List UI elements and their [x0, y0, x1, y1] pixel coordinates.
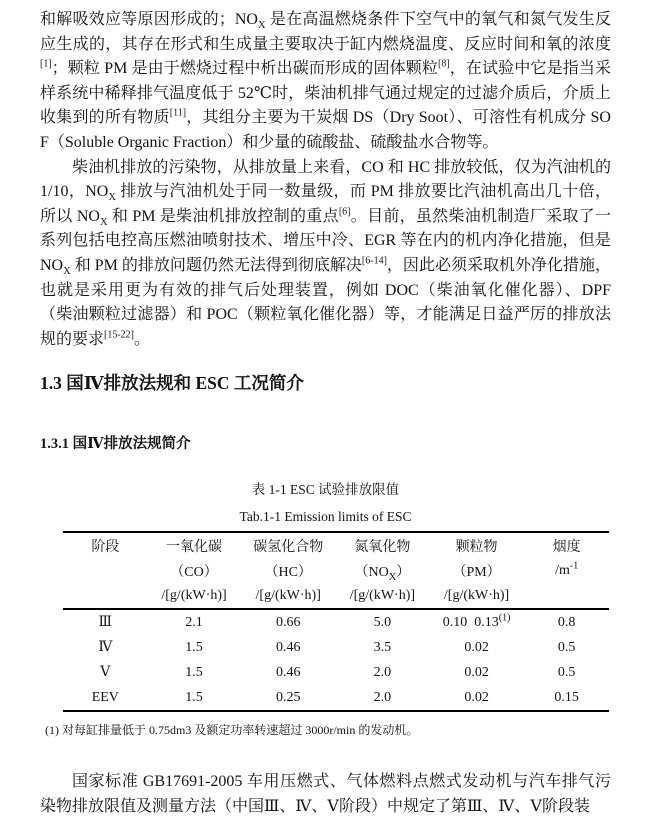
table-header-row: [63, 532, 609, 558]
table-header-cell: /[g/(kW·h)]: [148, 583, 241, 609]
paragraph-formation-continuation: 和解吸效应等原因形成的；$NO_X$ 是在高温燃烧条件下空气中的氧气和氮气发生反应生成的，其存在形式和生成量主要取决于缸内燃烧温度、反应时间和氧的浓度[1]；颗粒 PM 是由于燃烧过程中析出碳而形成的固体颗粒[8]，在试验中它是指当采样系统中稀释排气温度低于 52℃时，柴油机排气通过规定的过滤介质后，介质上收集到的所有物质[11]，其组分主要为干炭烟 DS（Dry Soot）、可溶性有机成分 SOF（Soluble Organic Fraction）和少量的硫酸盐、硫酸盐水合物等。: [40, 11, 611, 151]
table-cell: 2.1: [185, 614, 203, 630]
table-header-cell: （HC）: [264, 564, 312, 580]
table-cell: 0.02: [464, 664, 489, 680]
table-caption-en: Tab.1-1 Emission limits of ESC: [239, 509, 412, 525]
table-row: [63, 635, 609, 660]
paragraph-diesel-pollutants: 柴油机排放的污染物，从排放量上来看，CO 和 HC 排放较低，仅为汽油机的 1/10，$NO_X$ 排放与汽油机处于同一数量级，而 PM 排放要比汽油机高出几十倍，所以 $NO_X$ 和 PM 是柴油机排放控制的重点[6]。目前，虽然柴油机制造厂采取了一系列包括电控高压燃油喷射技术、增压中冷、EGR 等在内的机内净化措施，但是 $NO_X$ 和 PM 的排放问题仍然无法得到彻底解决[6-14]，因此必须采取机外净化措施，也就是采用更为有效的排气后处理装置，例如 DOC（柴油氧化催化器）、DPF（柴油颗粒过滤器）和 POC（颗粒氧化催化器）等，才能满足日益严厉的排放法规的要求[15-22]。: [40, 158, 611, 348]
table-cell: 1.5: [185, 664, 203, 680]
table-header-row: [63, 583, 609, 609]
table-cell: 0.10 0.13$^{(1)}$: [442, 612, 511, 630]
table-cell: EEV: [91, 689, 119, 705]
table-header-cell: （CO）: [170, 564, 218, 580]
table-cell: 2.0: [373, 689, 392, 705]
table-cell: 0.46: [275, 664, 301, 680]
table-header-cell: （PM）: [452, 564, 501, 580]
table-cell: Ⅲ: [98, 615, 113, 631]
table-header-cell: 烟度: [552, 539, 581, 555]
table-cell: 0.25: [275, 689, 301, 705]
table-header-cell: 一氧化碳: [166, 539, 223, 555]
table-header-cell: [63, 558, 148, 583]
table-cell: 0.02: [464, 689, 489, 705]
table-body: [63, 609, 609, 711]
table-header-cell: 碳氢化合物: [253, 539, 324, 555]
emission-limits-table: [63, 531, 609, 712]
table-header-cell: 氮氧化物: [354, 539, 411, 555]
table-header-cell: [524, 583, 609, 609]
table-header-cell: 阶段: [91, 539, 120, 555]
table-header-cell: $/m^{-1}$: [555, 560, 579, 578]
table-cell: 0.5: [557, 664, 576, 680]
table-cell: Ⅳ: [98, 640, 113, 656]
table-head: [63, 532, 609, 609]
table-cell: 5.0: [373, 614, 392, 630]
table-header-cell: $(NO_X)$: [354, 564, 411, 583]
subsection-heading: 1.3.1 国Ⅳ排放法规简介: [40, 436, 191, 453]
table-row: [63, 660, 609, 685]
table-header-cell: 颗粒物: [455, 539, 498, 555]
table-cell: 3.5: [373, 639, 392, 655]
section-heading: 1.3 国Ⅳ排放法规和 ESC 工况简介: [40, 373, 304, 394]
table-caption-zh: 表 1-1 ESC 试验排放限值: [251, 482, 400, 498]
table-header-cell: /[g/(kW·h)]: [336, 583, 429, 609]
table-cell: 2.0: [373, 664, 392, 680]
table-cell: 1.5: [185, 639, 203, 655]
table-header-cell: /[g/(kW·h)]: [429, 583, 525, 609]
table-cell: 0.46: [275, 639, 301, 655]
table-cell: 0.02: [464, 639, 489, 655]
table-header-row: [63, 558, 609, 583]
table-row: [63, 685, 609, 711]
table-row: [63, 609, 609, 635]
table-header-cell: /[g/(kW·h)]: [240, 583, 336, 609]
table-cell: Ⅴ: [100, 665, 111, 681]
table-footnote: (1) 对每缸排量低于 0.75dm3 及额定功率转速超过 3000r/min 的发动机。: [45, 723, 419, 738]
table-cell: 0.8: [557, 614, 576, 630]
paragraph-national-standard: 国家标准 GB17691-2005 车用压燃式、气体燃料点燃式发动机与汽车排气污染物排放限值及测量方法（中国Ⅲ、Ⅳ、Ⅴ阶段）中规定了第Ⅲ、Ⅳ、Ⅴ阶段装: [40, 773, 611, 815]
table-cell: 0.15: [554, 689, 579, 705]
table-header-cell: [63, 583, 148, 609]
table-cell: 1.5: [185, 689, 203, 705]
table-cell: 0.5: [557, 639, 576, 655]
table-cell: 0.66: [275, 614, 301, 630]
